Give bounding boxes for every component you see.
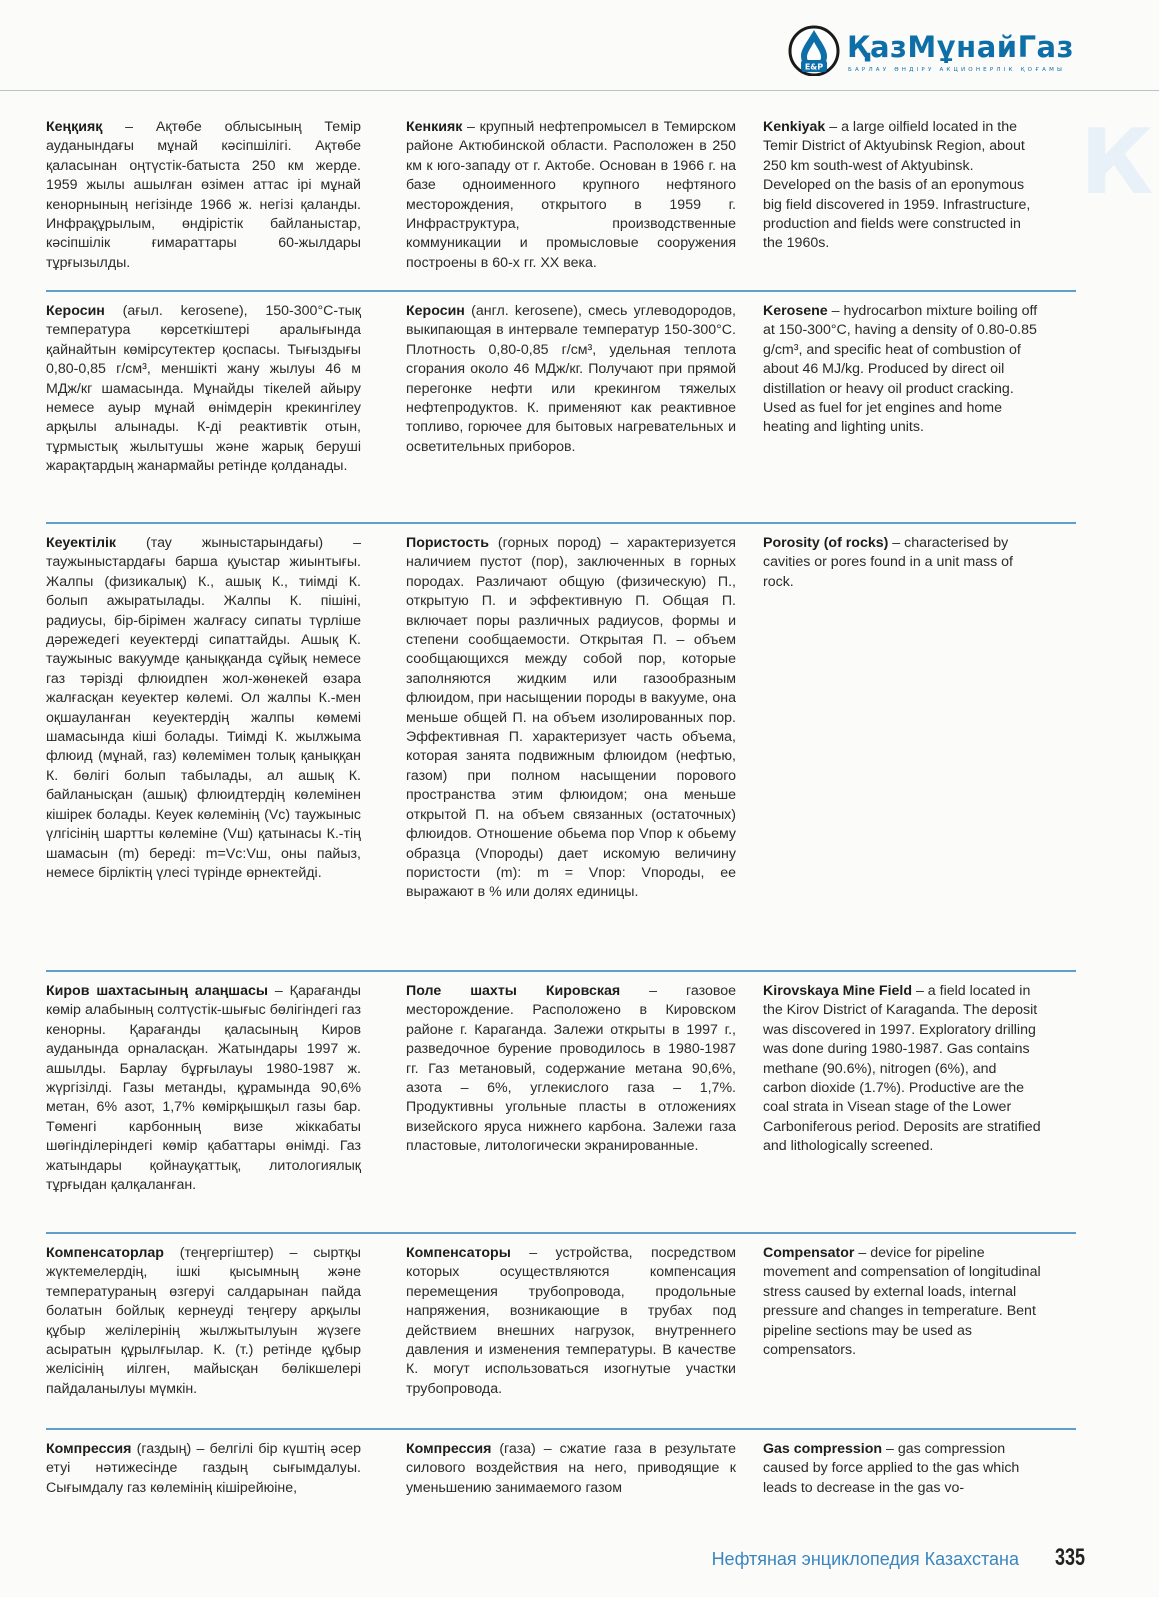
entry-term: Компенсаторлар xyxy=(46,1245,164,1261)
entry-term: Керосин xyxy=(406,303,465,319)
russian-column xyxy=(406,302,736,457)
russian-column xyxy=(406,534,736,903)
russian-column xyxy=(406,1440,736,1498)
entry-divider xyxy=(46,290,1076,292)
entry-divider xyxy=(46,970,1076,972)
english-column xyxy=(763,302,1041,438)
entry-text: – Ақтөбе облысының Темір ауданындағы мұнай кәсіпшілігі. Ақтөбе қаласынан оңтүстік-батыста 250 км жерде. 1959 жылы ашылған өзімен аттас ірі мұнай кенорнының негізінде 1966 ж. негізі қаланды. Инфрақұрылым, өндірістік байланыстар, кәсіпшілік ғимараттары 60-жылдары тұрғызылды. xyxy=(46,119,361,271)
entry-term: Поле шахты Кировская xyxy=(406,983,621,999)
entry-term: Компрессия xyxy=(46,1441,132,1457)
entry-text: – characterised by cavities or pores found in a unit mass of rock. xyxy=(763,535,1013,590)
glossary-entry xyxy=(46,302,1076,522)
entry-text: (теңгергіштер) – сыртқы жүктемелердің, ішкі қысымның және температураның өзгеруі салдарынан пайда болатын бойлық кернеуді теңгеру арқылы құбыр желілерінің жылжытылуын жүзеге асыратын құрылғылар. К. (т.) ретінде құбыр желісінің иілген, майысқан бөлікшелері пайдаланылуы мүмкін. xyxy=(46,1245,361,1397)
entry-term: Porosity (of rocks) xyxy=(763,535,889,551)
entry-text: (газдың) – белгілі бір күштің әсер етуі нәтижесінде газдың сығымдалуы. Сығымдалу газ көлемінің кішірейюіне, xyxy=(46,1441,361,1496)
english-column xyxy=(763,1244,1041,1360)
logo-drop-icon xyxy=(787,22,841,76)
glossary-entry xyxy=(46,534,1076,970)
entry-term: Kirovskaya Mine Field xyxy=(763,983,913,999)
entry-term: Киров шахтасының алаңшасы xyxy=(46,983,269,999)
entry-divider xyxy=(46,1232,1076,1234)
english-column xyxy=(763,982,1041,1157)
glossary-entry xyxy=(46,118,1076,290)
page-header xyxy=(0,0,1159,92)
russian-column xyxy=(406,1244,736,1399)
section-letter-watermark: К xyxy=(1080,110,1154,215)
russian-column xyxy=(406,118,736,273)
entry-term: Kenkiyak xyxy=(763,119,826,135)
kazakh-column xyxy=(46,302,361,477)
entry-text: – device for pipeline movement and compensation of longitudinal stress caused by external loads, internal pressure and changes in temperature. Bent pipeline sections may be used as compensators. xyxy=(763,1245,1041,1359)
entry-divider xyxy=(46,522,1076,524)
entry-text: – gas compression caused by force applied to the gas which leads to decrease in the gas vo- xyxy=(763,1441,1020,1496)
kazakh-column xyxy=(46,118,361,273)
entry-text: (тау жыныстарындағы) – таужыныстардағы барша қуыстар жиынтығы. Жалпы (физикалық) К., ашық К., тиімді К. болып ажыратылады. Жалпы К. пішіні, радиусы, бір-бірімен жалғасу сипаты түрліше дәрежедегі кеуектерді сипаттайды. Ашық К. таужыныс вакуумде қаныққанда сұйық немесе газ тәрізді флюидпен жол-жөнекей өзара жалғасқан кеуектер көлемі. Ол жалпы К.-мен оқшауланған кеуектердің жалпы көмемі шамасында кіші болады. Тиімді К. жылжыма флюид (мұнай, газ) көлемімен толық қаныққан К. бөлігі болып табылады, ал ашық К. байланысқан (ашық) флюидтердің көлемінен кішірек болады. Кеуек көлемінің (Vc) таужыныс үлгісінің шартты көлеміне (Vш) қатынасы К.-тің шамасын (m) береді: m=Vc:Vш, оны пайыз, немесе бірліктің үлесі түрінде өрнектейді. xyxy=(46,535,361,881)
entry-term: Компенсаторы xyxy=(406,1245,511,1261)
entry-term: Кенкияк xyxy=(406,119,463,135)
entry-term: Компрессия xyxy=(406,1441,492,1457)
logo-badge: E&P xyxy=(804,62,824,72)
english-column xyxy=(763,1440,1041,1498)
glossary-entries xyxy=(46,118,1076,1502)
russian-column xyxy=(406,982,736,1157)
kazakh-column xyxy=(46,1244,361,1399)
publication-title: Нефтяная энциклопедия Казахстана xyxy=(711,1549,1019,1569)
entry-term: Кеңқияқ xyxy=(46,119,103,135)
logo-brand-name: ҚазМұнайГаз xyxy=(847,30,1074,64)
entry-text: (горных пород) – характеризуется наличием пустот (пор), заключенных в горных породах. Различают общую (физическую) П., открытую П. и эффективную П. Общая П. включает поры различных радиусов, формы и степени сообщаемости. Открытая П. – объем сообщающихся между собой пор, которые заполняются жидким или газообразным флюидом, при насыщении породы в вакууме, она меньше общей П. на объем изолированных пор. Эффективная П. характеризует часть объема, которая занята подвижным флюидом (нефтью, газом) при полном насыщении порового пространства этим флюидом; она меньше открытой П. на объем связанных (остаточных) флюидов. Отношение обьема пор Vпор к обьему образца (Vпороды) дает искомую величину пористости (m): m = Vпор: Vпороды, ее выражают в % или долях единицы. xyxy=(406,535,736,901)
header-divider xyxy=(0,90,1159,91)
entry-text: – hydrocarbon mixture boiling off at 150-300°C, having a density of 0.80-0.85 g/cm³, and specific heat of combustion of about 46 MJ/kg. Produced by direct oil distillation or heavy oil product cracking. Used as fuel for jet engines and home heating and lighting units. xyxy=(763,303,1038,436)
entry-text: – a large oilfield located in the Temir District of Aktyubinsk Region, about 250 km south-west of Aktyubinsk. Developed on the basis of an eponymous big field discovered in 1959. Infrastructure, production and fields were constructed in the 1960s. xyxy=(763,119,1031,252)
entry-text: – a field located in the Kirov District of Karaganda. The deposit was discovered in 1997. Exploratory drilling was done during 1980-1987. Gas contains methane (90.6%), nitrogen (6%), and carbon dioxide (1.7%). Productive are the coal strata in Visean stage of the Lower Carboniferous period. Deposits are stratified and lithologically screened. xyxy=(763,983,1041,1155)
glossary-entry xyxy=(46,982,1076,1232)
kazakh-column xyxy=(46,982,361,1195)
kazakh-column xyxy=(46,534,361,883)
entry-text: – устройства, посредством которых осуществляются компенсация перемещения трубопровода, продольные напряжения, возникающие в трубах под действием внешних нагрузок, внутреннего давления и изменения температуры. В качестве К. могут использоваться изогнутые участки трубопровода. xyxy=(406,1245,736,1397)
glossary-entry xyxy=(46,1244,1076,1428)
english-column xyxy=(763,534,1041,592)
glossary-entry xyxy=(46,1440,1076,1502)
entry-term: Керосин xyxy=(46,303,105,319)
page-footer xyxy=(0,1525,1159,1585)
entry-term: Compensator xyxy=(763,1245,855,1261)
entry-term: Пористость xyxy=(406,535,489,551)
english-column xyxy=(763,118,1041,254)
entry-text: – Қарағанды көмір алабының солтүстік-шығыс бөлігіндегі газ кенорны. Қарағанды қаласының Киров ауданында орналасқан. Жатындары 1997 ж. ашылды. Барлау бұрғылауы 1980-1987 ж. жүргізілді. Газы метанды, құрамында 90,6% метан, 6% азот, 1,7% көмірқышқыл газы бар. Төменгі карбонның визе жіккабаты шөгінділеріндегі көмір қабаттары өнімді. Газ жатындары қойнауқаттық, литологиялық тұрғыдан қалқаланған. xyxy=(46,983,361,1194)
entry-term: Кеуектілік xyxy=(46,535,117,551)
entry-text: (ағыл. kerosene), 150-300°С-тық температура көрсеткіштері аралығында қайнайтын көмірсутектер қоспасы. Тығыздығы 0,80-0,85 г/см³, меншікті жану жылуы 46 м МДж/кг шамасында. Мұнайды тікелей айыру немесе ауыр мұнай өнімдерін крекингілеу арқылы алынады. К-ді реактивтік отын, тұрмыстық жылытушы және жарық беруші жарақтардың жанармайы ретінде қолданады. xyxy=(46,303,361,475)
entry-text: (газа) – сжатие газа в результате силового воздействия на него, приводящие к уменьшению занимаемого газом xyxy=(406,1441,736,1496)
entry-divider xyxy=(46,1428,1076,1430)
logo-tagline: БАРЛАУ ӨНДІРУ АКЦИОНЕРЛІК ҚОҒАМЫ xyxy=(848,67,1066,73)
entry-text: (англ. kerosene), смесь углеводородов, выкипающая в интервале температур 150-300°С. Плотность 0,80-0,85 г/см³, удельная теплота сгорания около 46 МДж/кг. Получают при прямой перегонке нефти или крекингом тяжелых нефтепродуктов. К. применяют как реактивное топливо, горючее для бытовых нагревательных и осветительных приборов. xyxy=(406,303,736,455)
entry-text: – газовое месторождение. Расположено в Кировском районе г. Караганда. Залежи открыты в 1997 г., разведочное бурение проводилось в 1980-1987 гг. Газ метановый, содержание метана 90,6%, азота – 6%, углекислого газа – 1,7%. Продуктивны угольные пласты в отложениях визейского яруса нижнего карбона. Залежи газа пластовые, литологически экранированные. xyxy=(406,983,736,1155)
kazakh-column xyxy=(46,1440,361,1498)
page-number: 335 xyxy=(1054,1544,1085,1571)
company-logo xyxy=(787,16,1087,76)
entry-term: Kerosene xyxy=(763,303,828,319)
entry-text: – крупный нефтепромысел в Темирском районе Актюбинской области. Расположен в 250 км к юго-западу от г. Актобе. Основан в 1966 г. на базе одноименного крупного нефтяного месторождения, открытого в 1959 г. Инфраструктура, производственные коммуникации и промысловые сооружения построены в 60-х гг. XX века. xyxy=(406,119,736,271)
entry-term: Gas compression xyxy=(763,1441,883,1457)
